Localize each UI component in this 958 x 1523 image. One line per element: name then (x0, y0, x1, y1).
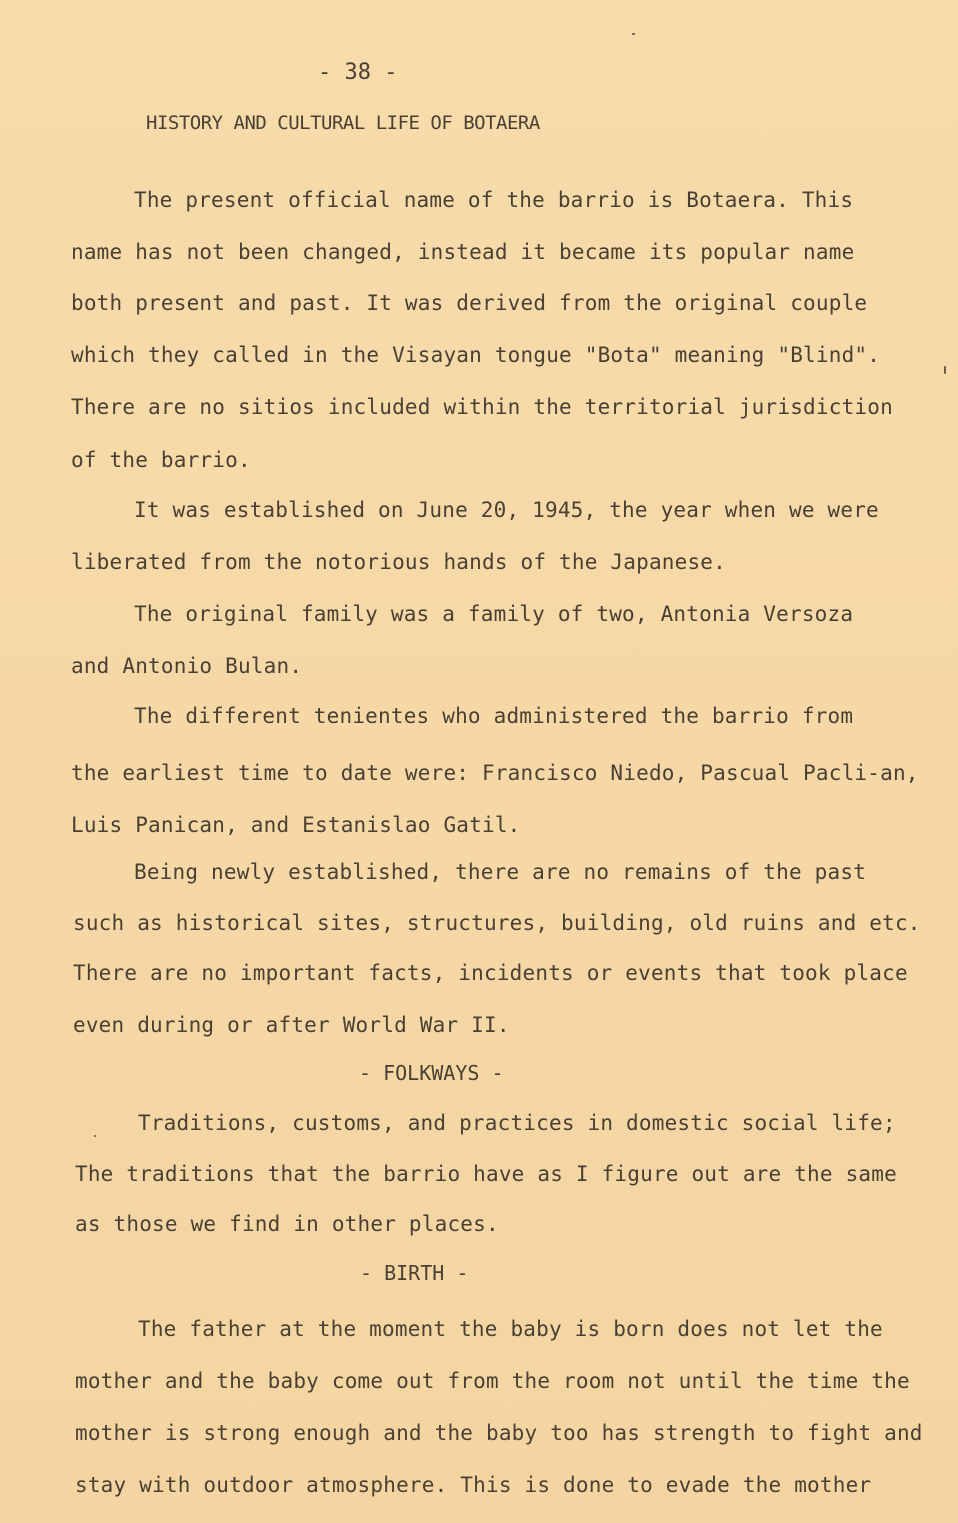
body-line: The father at the moment the baby is born does not let the (138, 1317, 883, 1341)
body-line: stay with outdoor atmosphere. This is done to evade the mother (75, 1473, 872, 1497)
body-line: The present official name of the barrio is Botaera. This (134, 188, 854, 212)
body-line: both present and past. It was derived from the original couple (71, 291, 868, 315)
body-line: mother and the baby come out from the room not until the time the (75, 1369, 910, 1393)
body-line: The traditions that the barrio have as I figure out are the same (75, 1162, 897, 1186)
body-line: which they called in the Visayan tongue "Bota" meaning "Blind". (71, 343, 881, 367)
body-line: mother is strong enough and the baby too has strength to fight and (75, 1421, 923, 1445)
body-line: liberated from the notorious hands of the Japanese. (71, 550, 726, 574)
page-title: HISTORY AND CULTURAL LIFE OF BOTAERA (146, 112, 540, 134)
body-line: Luis Panican, and Estanislao Gatil. (71, 813, 521, 837)
body-line: even during or after World War II. (73, 1013, 510, 1037)
body-line: the earliest time to date were: Francisco Niedo, Pascual Pacli-an, (71, 761, 919, 785)
body-line: There are no important facts, incidents or events that took place (73, 961, 908, 985)
body-line: The original family was a family of two, Antonia Versoza (134, 602, 854, 626)
body-line: such as historical sites, structures, building, old ruins and etc. (73, 911, 921, 935)
body-line: There are no sitios included within the territorial jurisdiction (71, 395, 893, 419)
body-line: Being newly established, there are no remains of the past (134, 860, 867, 884)
page-number: - 38 - (318, 60, 398, 85)
body-line: Traditions, customs, and practices in domestic social life; (138, 1111, 896, 1135)
body-line: name has not been changed, instead it became its popular name (71, 240, 855, 264)
body-line: as those we find in other places. (75, 1212, 499, 1236)
body-line: The different tenientes who administered the barrio from (134, 704, 854, 728)
body-line: and Antonio Bulan. (71, 654, 303, 678)
section-heading-folkways: - FOLKWAYS - (359, 1061, 504, 1085)
paper-speck (94, 1135, 96, 1137)
paper-speck (632, 33, 635, 35)
paper-speck (944, 366, 946, 374)
body-line: It was established on June 20, 1945, the year when we were (134, 498, 879, 522)
body-line: of the barrio. (71, 448, 251, 472)
section-heading-birth: - BIRTH - (360, 1261, 469, 1285)
